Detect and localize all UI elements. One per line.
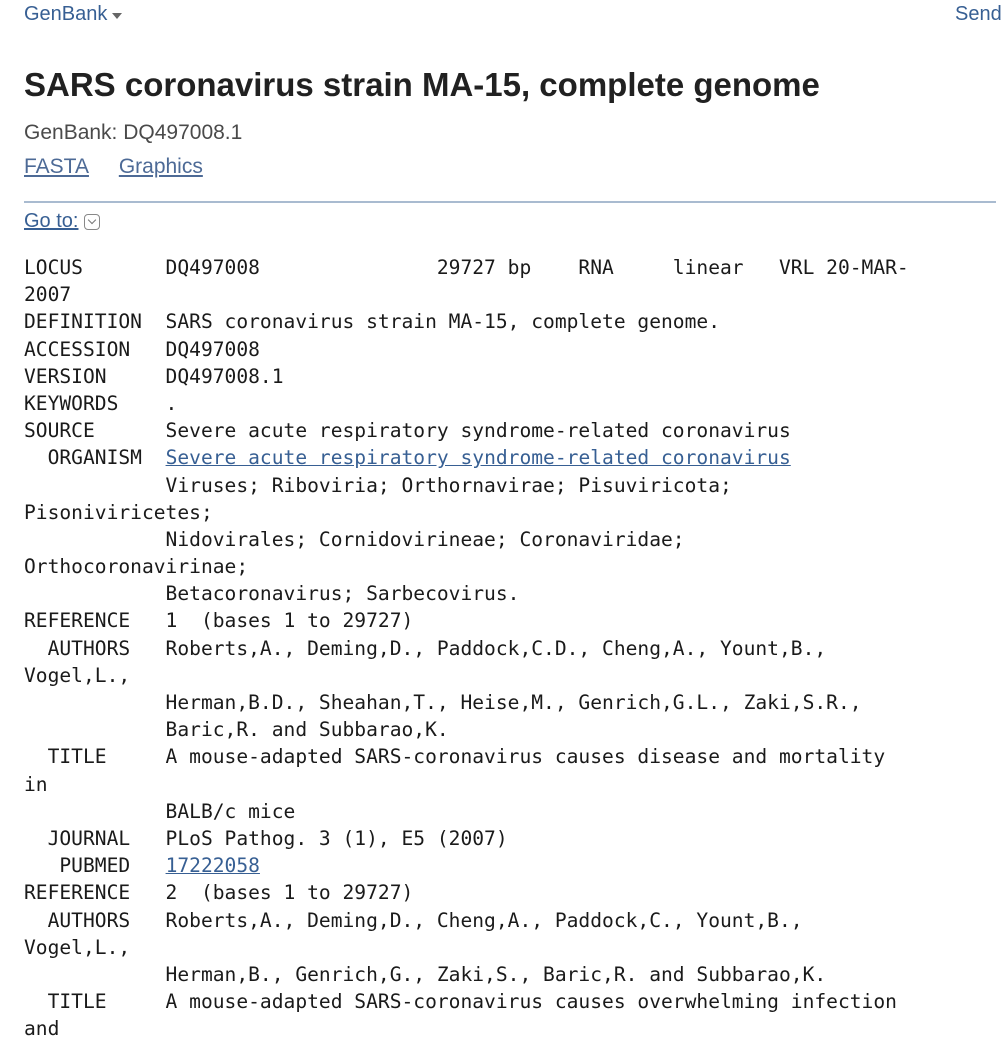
flatfile-line: REFERENCE 1 (bases 1 to 29727) [24, 609, 414, 633]
flatfile-line: Vogel,L., [24, 935, 131, 959]
flatfile-line: Pisoniviricetes; [24, 500, 213, 524]
chevron-down-box-icon[interactable] [84, 214, 100, 230]
organism-link[interactable]: Severe acute respiratory syndrome-related coronavirus [165, 446, 791, 470]
database-menu[interactable] [24, 3, 122, 26]
database-menu-label: GenBank [24, 3, 108, 25]
flatfile-line: Vogel,L., [24, 663, 131, 687]
flatfile-line: LOCUS DQ497008 29727 bp RNA linear VRL 20-MAR- [24, 256, 909, 279]
graphics-link[interactable]: Graphics [118, 155, 203, 178]
format-links [24, 155, 227, 179]
flatfile-line: Baric,R. and Subbarao,K. [24, 718, 449, 742]
flatfile-line: Orthocoronavirinae; [24, 555, 249, 579]
page-title: SARS coronavirus strain MA-15, complete genome [24, 66, 820, 103]
flatfile-line: 2007 [24, 283, 72, 307]
flatfile-line: in [24, 772, 48, 796]
pubmed-label: PUBMED [24, 854, 166, 878]
flatfile-line: AUTHORS Roberts,A., Deming,D., Paddock,C.D., Cheng,A., Yount,B., [24, 636, 827, 660]
flatfile-line: SOURCE Severe acute respiratory syndrome-related coronavirus [24, 419, 791, 443]
pubmed-line [24, 852, 996, 879]
flatfile-line: REFERENCE 2 (bases 1 to 29727) [24, 881, 414, 905]
flatfile-line: VERSION DQ497008.1 [24, 364, 284, 388]
flatfile-line: AUTHORS Roberts,A., Deming,D., Cheng,A., Paddock,C., Yount,B., [24, 908, 803, 932]
flatfile-line: Betacoronavirus; Sarbecovirus. [24, 582, 520, 606]
flatfile-line: TITLE A mouse-adapted SARS-coronavirus causes disease and mortality [24, 745, 886, 769]
organism-line [24, 444, 996, 471]
flatfile-line: KEYWORDS . [24, 391, 178, 415]
organism-label: ORGANISM [24, 446, 166, 470]
top-bar [0, 0, 1002, 32]
genbank-flatfile [24, 254, 996, 1042]
flatfile-line: JOURNAL PLoS Pathog. 3 (1), E5 (2007) [24, 826, 508, 850]
flatfile-line: Nidovirales; Cornidovirineae; Coronaviridae; [24, 527, 685, 551]
flatfile-line: ACCESSION DQ497008 [24, 337, 260, 361]
chevron-down-icon [112, 13, 122, 19]
flatfile-line: DEFINITION SARS coronavirus strain MA-15, complete genome. [24, 310, 720, 334]
flatfile-line: BALB/c mice [24, 799, 296, 823]
fasta-link[interactable]: FASTA [24, 155, 89, 178]
goto-link[interactable]: Go to: [24, 210, 79, 232]
flatfile-line: TITLE A mouse-adapted SARS-coronavirus causes overwhelming infection [24, 990, 897, 1014]
accession-line: GenBank: DQ497008.1 [24, 121, 243, 144]
flatfile-line: Viruses; Riboviria; Orthornavirae; Pisuviricota; [24, 473, 732, 497]
flatfile-line: Herman,B.D., Sheahan,T., Heise,M., Genrich,G.L., Zaki,S.R., [24, 691, 862, 714]
flatfile-line: and [24, 1017, 60, 1041]
flatfile-line: Herman,B., Genrich,G., Zaki,S., Baric,R. and Subbarao,K. [24, 962, 827, 986]
pubmed-link[interactable]: 17222058 [165, 854, 260, 878]
send-to-link[interactable]: Send [955, 3, 1002, 25]
header-divider [24, 201, 996, 203]
goto-control[interactable] [24, 210, 100, 233]
